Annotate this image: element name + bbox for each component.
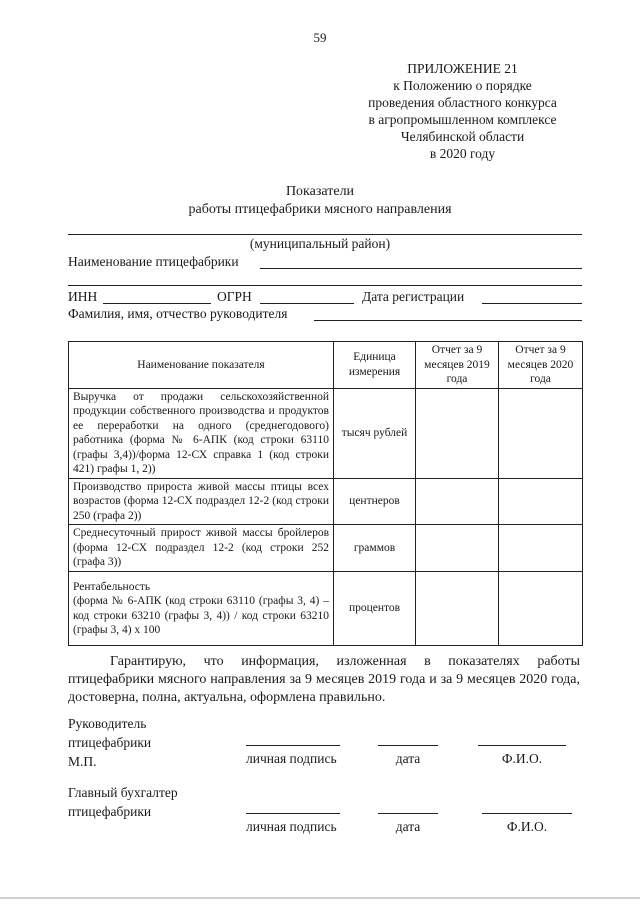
stamp-label: М.П.	[68, 754, 97, 769]
head-block-label	[68, 715, 151, 770]
accountant-title: Главный бухгалтер	[68, 785, 178, 800]
municipal-line[interactable]	[68, 234, 582, 235]
head-name-label: Фамилия, имя, отчество руководителя	[68, 306, 288, 321]
blank-line[interactable]	[68, 285, 582, 286]
indicator-name-first: Рентабельность	[73, 580, 151, 593]
indicator-name-cell	[69, 572, 334, 646]
factory-name-field[interactable]	[260, 268, 582, 269]
head-title: Руководитель	[68, 716, 147, 731]
head-fio-caption: Ф.И.О.	[501, 751, 543, 766]
appendix-title: ПРИЛОЖЕНИЕ 21	[407, 61, 518, 76]
accountant-fio-line[interactable]	[482, 813, 572, 814]
head-name-field[interactable]	[314, 320, 582, 321]
accountant-sign-caption: личная подпись	[246, 819, 337, 834]
municipal-caption: (муниципальный район)	[249, 236, 391, 251]
document-title	[0, 183, 640, 219]
appendix-line: в 2020 году	[429, 146, 496, 161]
reg-date-field[interactable]	[482, 303, 582, 304]
value-2019-cell[interactable]	[416, 572, 499, 646]
indicator-name: Выручка от продажи сельскохозяйственной продукции собственного производства и продуктов ее переработки на одного (среднегодового) работника (форма № 6-АПК (код строки 63110 (графы 3,4))/форма 12-СХ справка 1 (код строки 421) графы 1, 2))	[69, 388, 334, 478]
title-line-1: Показатели	[285, 184, 355, 199]
accountant-fio-caption: Ф.И.О.	[506, 819, 548, 834]
table-row	[69, 388, 583, 478]
page-number: 59	[313, 30, 327, 45]
value-2020-cell[interactable]	[499, 525, 583, 572]
appendix-line: проведения областного конкурса	[368, 95, 557, 110]
indicator-name: (форма № 6-АПК (код строки 63110 (графы 3, 4) – код строки 63210 (графы 3, 4)) / код строки 63210 (графы 3, 4) х 100	[73, 595, 329, 636]
value-2019-cell[interactable]	[416, 525, 499, 572]
accountant-signature-line[interactable]	[246, 813, 340, 814]
head-subtitle: птицефабрики	[68, 735, 152, 750]
indicator-name: Среднесуточный прирост живой массы бройлеров (форма 12-СХ подраздел 12-2 (код строки 252 (графа 3))	[69, 525, 334, 572]
column-header: Отчет за 9 месяцев 2020 года	[499, 342, 583, 389]
value-2020-cell[interactable]	[499, 478, 583, 525]
indicator-unit: центнеров	[334, 478, 416, 525]
scan-edge-divider	[0, 897, 640, 899]
indicator-unit: процентов	[334, 572, 416, 646]
head-fio-line[interactable]	[478, 745, 566, 746]
indicators-table	[68, 341, 583, 646]
reg-date-label: Дата регистрации	[362, 289, 465, 304]
column-header: Единица измерения	[334, 342, 416, 389]
value-2020-cell[interactable]	[499, 388, 583, 478]
table-row	[69, 572, 583, 646]
inn-field[interactable]	[103, 303, 211, 304]
head-date-caption: дата	[395, 751, 421, 766]
title-line-2: работы птицефабрики мясного направления	[188, 202, 452, 217]
table-row	[69, 525, 583, 572]
appendix-header	[355, 60, 570, 162]
value-2020-cell[interactable]	[499, 572, 583, 646]
head-date-line[interactable]	[378, 745, 438, 746]
accountant-subtitle: птицефабрики	[68, 804, 152, 819]
value-2019-cell[interactable]	[416, 478, 499, 525]
appendix-line: к Положению о порядке	[393, 78, 532, 93]
appendix-line: в агропромышленном комплексе	[368, 112, 557, 127]
table-row	[69, 478, 583, 525]
accountant-date-line[interactable]	[378, 813, 438, 814]
accountant-block-label	[68, 784, 178, 820]
indicator-name: Производство прироста живой массы птицы всех возрастов (форма 12-СХ подраздел 12-2 (код строки 250 (графа 2))	[69, 478, 334, 525]
value-2019-cell[interactable]	[416, 388, 499, 478]
table-header-row	[69, 342, 583, 389]
head-signature-line[interactable]	[246, 745, 340, 746]
indicator-unit: тысяч рублей	[334, 388, 416, 478]
factory-name-label: Наименование птицефабрики	[68, 254, 239, 269]
column-header: Наименование показателя	[69, 342, 334, 389]
accountant-date-caption: дата	[395, 819, 421, 834]
inn-label: ИНН	[68, 289, 98, 304]
indicator-unit: граммов	[334, 525, 416, 572]
guarantee-paragraph: Гарантирую, что информация, изложенная в показателях работы птицефабрики мясного направления за 9 месяцев 2019 года и за 9 месяцев 2020 года, достоверна, полна, актуальна, оформлена правильно.	[68, 654, 580, 705]
head-sign-caption: личная подпись	[246, 751, 337, 766]
ogrn-label: ОГРН	[217, 289, 252, 304]
appendix-line: Челябинской области	[400, 129, 525, 144]
ogrn-field[interactable]	[260, 303, 354, 304]
column-header: Отчет за 9 месяцев 2019 года	[416, 342, 499, 389]
